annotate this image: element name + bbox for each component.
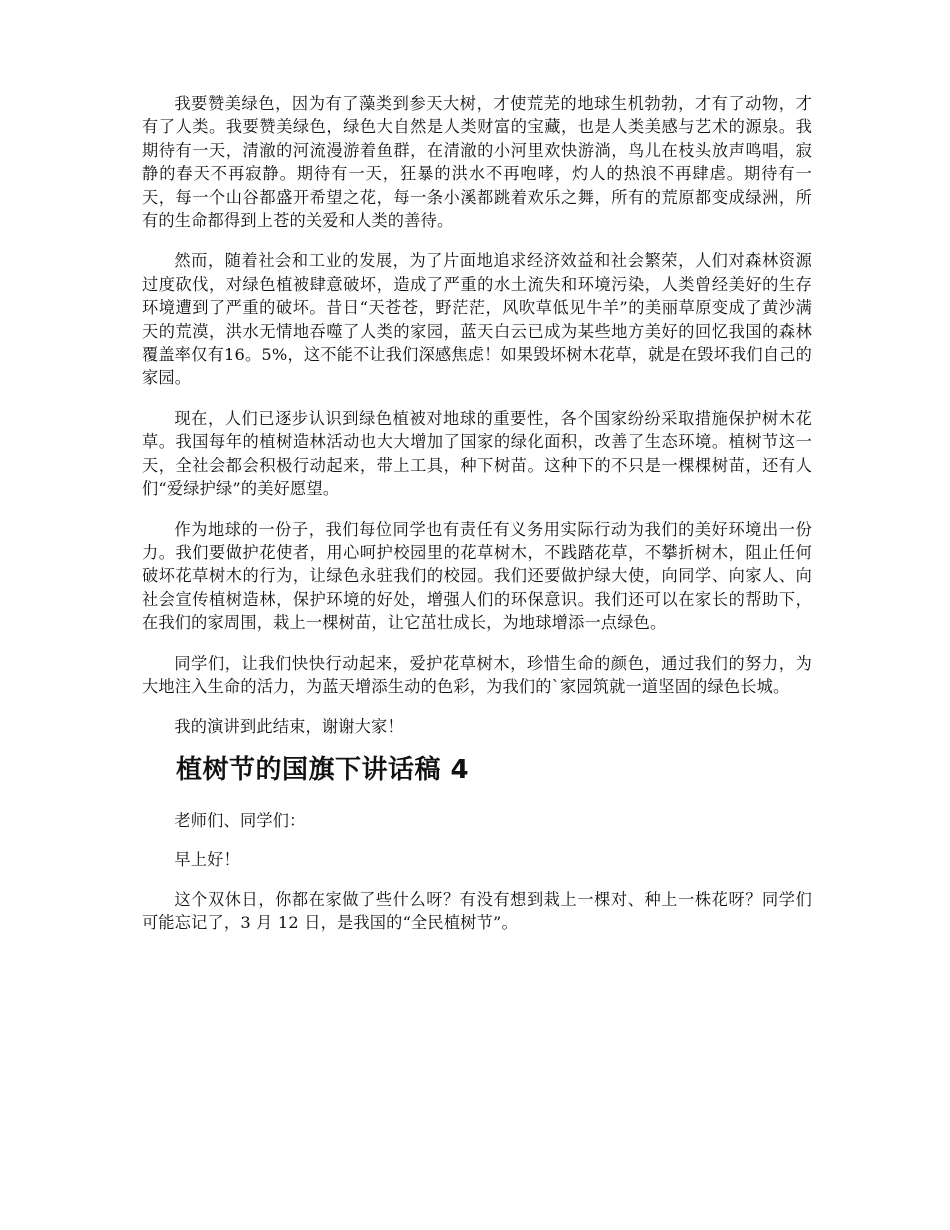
paragraph-salutation: 老师们、同学们： [174,810,306,830]
paragraph-awareness: 现在，人们已逐步认识到绿色植被对地球的重要性，各个国家纷纷采取措施保护树木花草。我国每年的植树造林活动也大大增加了国家的绿化面积，改善了生态环境。植树节这一天，全社会都会积极行动起来，带上工具，种下树苗。这种下的不只是一棵棵树苗，还有人们“爱绿护绿”的美好愿望。 [142,408,812,499]
paragraph-student-duty: 作为地球的一份子，我们每位同学也有责任有义务用实际行动为我们的美好环境出一份力。我们要做护花使者，用心呵护校园里的花草树木，不践踏花草，不攀折树木，阻止任何破坏花草树木的行为，让绿色永驻我们的校园。我们还要做护绿大使，向同学、向家人、向社会宣传植树造林，保护环境的好处，增强人们的环保意识。我们还可以在家长的帮助下，在我们的家周围，栽上一棵树苗，让它茁壮成长，为地球增添一点绿色。 [142,519,812,633]
paragraph-deforestation: 然而，随着社会和工业的发展，为了片面地追求经济效益和社会繁荣，人们对森林资源过度砍伐，对绿色植被肆意破坏，造成了严重的水土流失和环境污染，人类曾经美好的生存环境遭到了严重的破坏。昔日“天苍苍，野茫茫，风吹草低见牛羊”的美丽草原变成了黄沙满天的荒漠，洪水无情地吞噬了人类的家园，蓝天白云已成为某些地方美好的回忆我国的森林覆盖率仅有16。5%，这不能不让我们深感焦虑！如果毁坏树木花草，就是在毁坏我们自己的家园。 [142,251,812,388]
paragraph-arbor-day: 这个双休日，你都在家做了些什么呀？有没有想到栽上一棵对、种上一株花呀？同学们可能忘记了，3 月 12 日，是我国的“全民植树节”。 [142,889,812,932]
section-heading: 植树节的国旗下讲话稿 4 [176,754,470,785]
paragraph-greeting: 早上好！ [174,850,240,870]
paragraph-call-to-action: 同学们，让我们快快行动起来，爱护花草树木，珍惜生命的颜色，通过我们的努力，为大地注入生命的活力，为蓝天增添生动的色彩，为我们的`家园筑就一道坚固的绿色长城。 [142,653,812,696]
paragraph-praise-green: 我要赞美绿色，因为有了藻类到参天大树，才使荒芜的地球生机勃勃，才有了动物，才有了人类。我要赞美绿色，绿色大自然是人类财富的宝藏，也是人类美感与艺术的源泉。我期待有一天，清澈的河流漫游着鱼群，在清澈的小河里欢快游淌，鸟儿在枝头放声鸣唱，寂静的春天不再寂静。期待有一天，狂暴的洪水不再咆哮，灼人的热浪不再肆虐。期待有一天，每一个山谷都盛开希望之花，每一条小溪都跳着欢乐之舞，所有的荒原都变成绿洲，所有的生命都得到上苍的关爱和人类的善待。 [142,94,812,231]
document-page [142,92,812,934]
paragraph-closing: 我的演讲到此结束，谢谢大家！ [174,717,404,737]
